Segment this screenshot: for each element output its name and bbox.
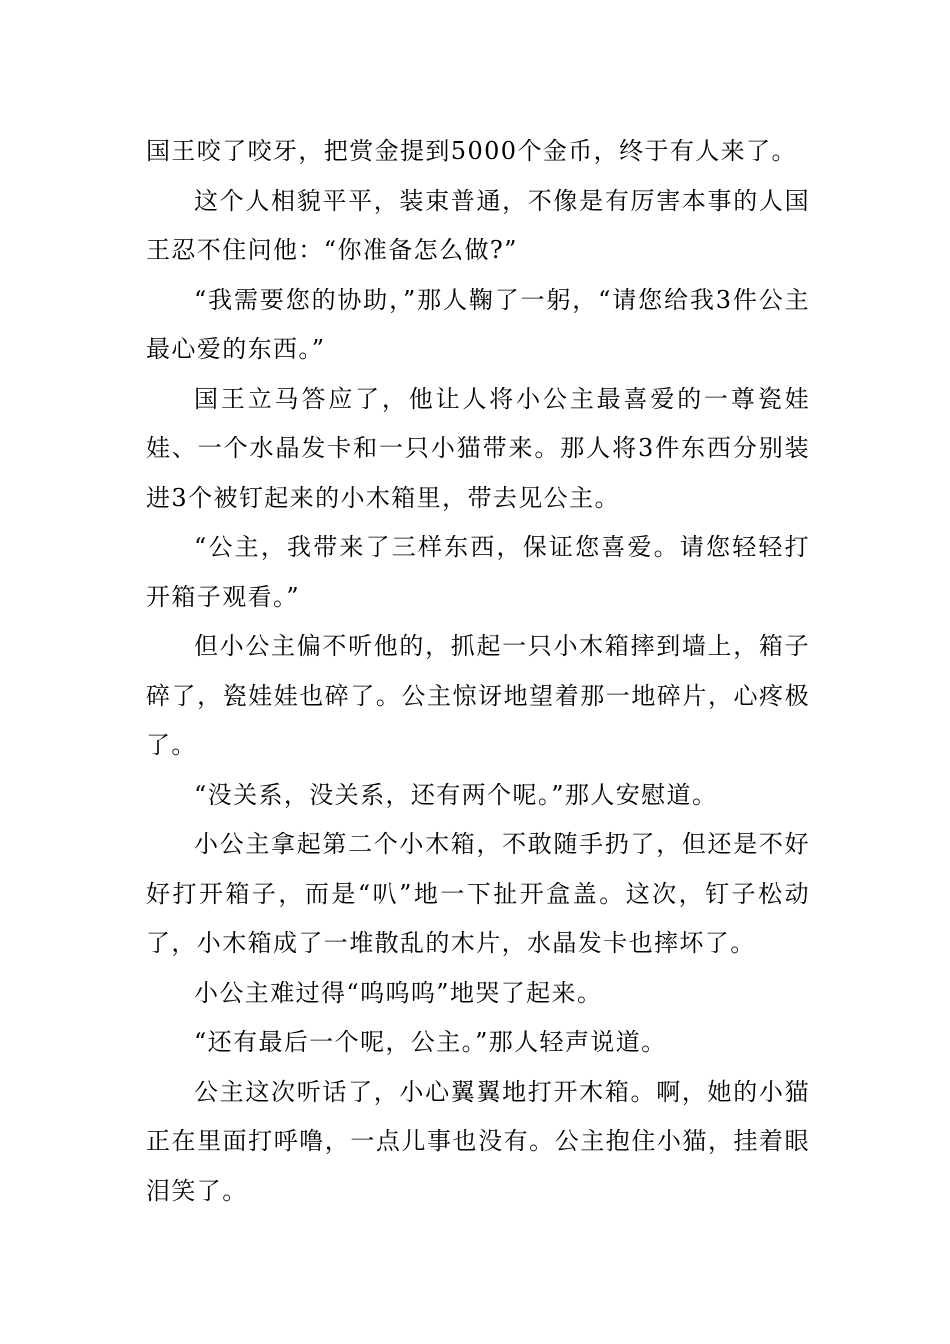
- paragraph: “没关系，没关系，还有两个呢。”那人安慰道。: [194, 780, 718, 809]
- paragraph: 这个人相貌平平，装束普通，不像是有厉害本事的人国王忍不住问他：“你准备怎么做?”: [146, 186, 810, 264]
- paragraph: 小公主拿起第二个小木箱，不敢随手扔了，但还是不好好打开箱子，而是“叭”地一下扯开盒盖。这次，钉子松动了，小木箱成了一堆散乱的木片，水晶发卡也摔坏了。: [146, 830, 810, 957]
- paragraph: 国王咬了咬牙，把赏金提到5000个金币，终于有人来了。: [146, 137, 797, 165]
- paragraph: “还有最后一个呢，公主。”那人轻声说道。: [194, 1028, 667, 1056]
- paragraph: “公主，我带来了三样东西，保证您喜爱。请您轻轻打开箱子观看。”: [146, 533, 810, 611]
- paragraph: 小公主难过得“呜呜呜”地哭了起来。: [194, 978, 603, 1007]
- paragraph: “我需要您的协助，”那人鞠了一躬，“请您给我3件公主最心爱的东西。”: [146, 285, 810, 363]
- paragraph: 但小公主偏不听他的，抓起一只小木箱摔到墙上，箱子碎了，瓷娃娃也碎了。公主惊讶地望着那一地碎片，心疼极了。: [146, 632, 810, 759]
- story-text: [146, 127, 810, 1216]
- paragraph: 国王立马答应了，他让人将小公主最喜爱的一尊瓷娃娃、一个水晶发卡和一只小猫带来。那人将3件东西分别装进3个被钉起来的小木箱里，带去见公主。: [146, 384, 810, 512]
- paragraph: 公主这次听话了，小心翼翼地打开木箱。啊，她的小猫正在里面打呼噜，一点儿事也没有。公主抱住小猫，挂着眼泪笑了。: [146, 1077, 810, 1205]
